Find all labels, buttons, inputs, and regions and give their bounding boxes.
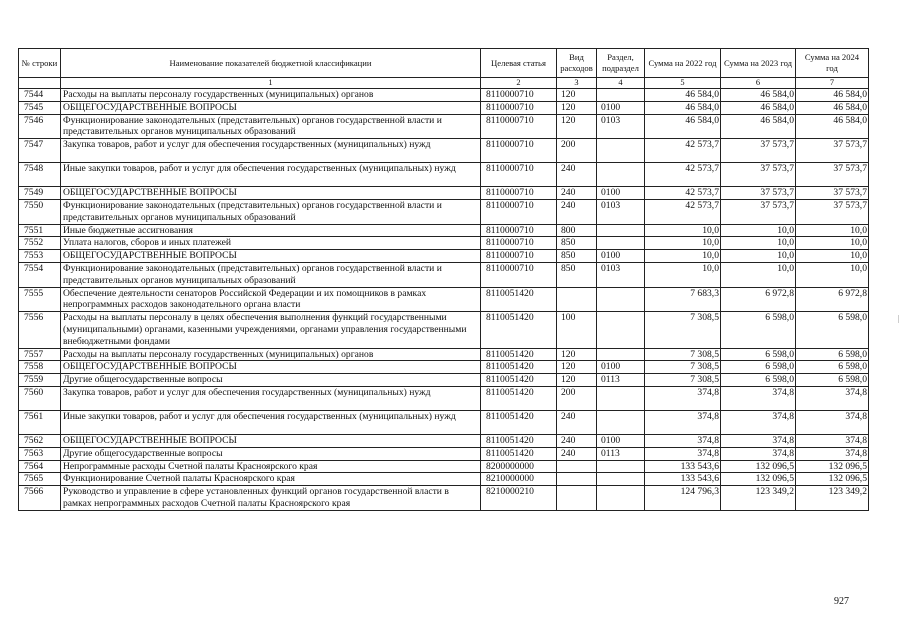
row-sum-2024: 10,0 — [796, 224, 869, 237]
row-sum-2022: 7 308,5 — [645, 374, 721, 387]
row-sum-2022: 10,0 — [645, 237, 721, 250]
table-header — [19, 49, 869, 89]
row-target-article: 8110051420 — [481, 374, 557, 387]
row-sum-2024: 37 573,7 — [796, 187, 869, 200]
row-sum-2024: 123 349,2 — [796, 486, 869, 511]
row-sum-2024: 37 573,7 — [796, 163, 869, 187]
row-sum-2023: 374,8 — [721, 447, 796, 460]
row-sum-2024: 46 584,0 — [796, 114, 869, 139]
row-sum-2023: 123 349,2 — [721, 486, 796, 511]
row-sum-2023: 132 096,5 — [721, 460, 796, 473]
header-expense-type: Вид расходов — [557, 49, 597, 78]
row-sum-2022: 46 584,0 — [645, 114, 721, 139]
table-row — [19, 287, 869, 312]
row-sum-2023: 132 096,5 — [721, 473, 796, 486]
row-sum-2022: 374,8 — [645, 386, 721, 410]
column-number: 3 — [557, 78, 597, 89]
row-number: 7551 — [19, 224, 61, 237]
table-row — [19, 250, 869, 263]
row-section: 0113 — [597, 374, 645, 387]
row-name: Уплата налогов, сборов и иных платежей — [61, 237, 481, 250]
row-expense-type: 200 — [557, 386, 597, 410]
row-section — [597, 473, 645, 486]
row-sum-2023: 6 972,8 — [721, 287, 796, 312]
column-number: 4 — [597, 78, 645, 89]
table-row — [19, 114, 869, 139]
table-row — [19, 224, 869, 237]
row-section — [597, 237, 645, 250]
row-target-article: 8110000710 — [481, 163, 557, 187]
row-name: Расходы на выплаты персоналу в целях обеспечения выполнения функций государственными (муниципальными) органами, казенными учреждениями, органами управления государственными внебюджетными фондами — [61, 312, 481, 348]
table-row — [19, 410, 869, 434]
table-row — [19, 434, 869, 447]
row-target-article: 8110051420 — [481, 410, 557, 434]
table-row — [19, 262, 869, 287]
table-row — [19, 187, 869, 200]
table-row — [19, 473, 869, 486]
row-target-article: 8110051420 — [481, 361, 557, 374]
row-section: 0103 — [597, 114, 645, 139]
row-section: 0100 — [597, 101, 645, 114]
row-sum-2024: 374,8 — [796, 434, 869, 447]
column-number: 6 — [721, 78, 796, 89]
row-sum-2022: 133 543,6 — [645, 460, 721, 473]
row-target-article: 8110051420 — [481, 287, 557, 312]
row-sum-2022: 42 573,7 — [645, 199, 721, 224]
header-sum-2022: Сумма на 2022 год — [645, 49, 721, 78]
table-row — [19, 486, 869, 511]
row-name: Иные бюджетные ассигнования — [61, 224, 481, 237]
row-sum-2023: 10,0 — [721, 237, 796, 250]
row-expense-type: 240 — [557, 163, 597, 187]
row-sum-2023: 37 573,7 — [721, 163, 796, 187]
row-section: 0100 — [597, 250, 645, 263]
row-number: 7555 — [19, 287, 61, 312]
row-sum-2023: 37 573,7 — [721, 187, 796, 200]
header-target-article: Целевая статья — [481, 49, 557, 78]
row-sum-2024: 374,8 — [796, 386, 869, 410]
row-name: Другие общегосударственные вопросы — [61, 374, 481, 387]
row-number: 7558 — [19, 361, 61, 374]
row-sum-2024: 374,8 — [796, 447, 869, 460]
row-sum-2024: 46 584,0 — [796, 89, 869, 102]
table-row — [19, 199, 869, 224]
row-sum-2022: 374,8 — [645, 447, 721, 460]
row-number: 7548 — [19, 163, 61, 187]
row-sum-2022: 46 584,0 — [645, 101, 721, 114]
row-number: 7556 — [19, 312, 61, 348]
row-sum-2024: 46 584,0 — [796, 101, 869, 114]
header-section: Раздел, подраздел — [597, 49, 645, 78]
row-sum-2023: 6 598,0 — [721, 312, 796, 348]
row-sum-2023: 374,8 — [721, 410, 796, 434]
row-sum-2023: 46 584,0 — [721, 89, 796, 102]
row-number: 7553 — [19, 250, 61, 263]
row-section — [597, 89, 645, 102]
row-sum-2023: 10,0 — [721, 250, 796, 263]
row-name: Функционирование Счетной палаты Красноярского края — [61, 473, 481, 486]
row-name: ОБЩЕГОСУДАРСТВЕННЫЕ ВОПРОСЫ — [61, 187, 481, 200]
row-sum-2024: 10,0 — [796, 250, 869, 263]
row-name: Функционирование законодательных (представительных) органов государственной власти и представительных органов муниципальных образований — [61, 199, 481, 224]
row-sum-2024: 6 598,0 — [796, 312, 869, 348]
table-row — [19, 447, 869, 460]
row-name: Другие общегосударственные вопросы — [61, 447, 481, 460]
row-sum-2022: 10,0 — [645, 224, 721, 237]
row-sum-2022: 7 683,3 — [645, 287, 721, 312]
row-section: 0100 — [597, 434, 645, 447]
row-expense-type: 240 — [557, 187, 597, 200]
row-sum-2024: 37 573,7 — [796, 199, 869, 224]
row-target-article: 8110000710 — [481, 187, 557, 200]
row-sum-2022: 374,8 — [645, 434, 721, 447]
table-row — [19, 312, 869, 348]
row-section — [597, 287, 645, 312]
row-sum-2023: 10,0 — [721, 262, 796, 287]
row-target-article: 8110000710 — [481, 224, 557, 237]
row-sum-2024: 10,0 — [796, 262, 869, 287]
row-name: Обеспечение деятельности сенаторов Российской Федерации и их помощников в рамках непрограммных расходов законодательного органа власти — [61, 287, 481, 312]
row-target-article: 8110000710 — [481, 89, 557, 102]
row-section — [597, 312, 645, 348]
header-sum-2023: Сумма на 2023 год — [721, 49, 796, 78]
row-section — [597, 386, 645, 410]
row-section — [597, 163, 645, 187]
row-name: Руководство и управление в сфере установленных функций органов государственной власти в рамках непрограммных расходов Счетной палаты Красноярского края — [61, 486, 481, 511]
row-name: ОБЩЕГОСУДАРСТВЕННЫЕ ВОПРОСЫ — [61, 361, 481, 374]
row-section — [597, 139, 645, 163]
row-expense-type — [557, 473, 597, 486]
row-expense-type: 120 — [557, 89, 597, 102]
row-target-article: 8110000710 — [481, 199, 557, 224]
row-expense-type: 240 — [557, 199, 597, 224]
table-row — [19, 163, 869, 187]
row-number: 7561 — [19, 410, 61, 434]
row-expense-type: 240 — [557, 447, 597, 460]
table-row — [19, 460, 869, 473]
column-number-row — [19, 78, 869, 89]
row-sum-2023: 6 598,0 — [721, 361, 796, 374]
row-sum-2022: 7 308,5 — [645, 348, 721, 361]
row-sum-2023: 46 584,0 — [721, 114, 796, 139]
row-number: 7566 — [19, 486, 61, 511]
row-name: ОБЩЕГОСУДАРСТВЕННЫЕ ВОПРОСЫ — [61, 101, 481, 114]
row-number: 7563 — [19, 447, 61, 460]
row-expense-type — [557, 486, 597, 511]
row-section — [597, 460, 645, 473]
row-sum-2022: 7 308,5 — [645, 312, 721, 348]
row-sum-2024: 10,0 — [796, 237, 869, 250]
table-row — [19, 89, 869, 102]
table-row — [19, 237, 869, 250]
row-number: 7560 — [19, 386, 61, 410]
row-sum-2023: 374,8 — [721, 386, 796, 410]
row-expense-type: 240 — [557, 410, 597, 434]
page-number: 927 — [834, 596, 849, 607]
row-sum-2022: 42 573,7 — [645, 163, 721, 187]
table-row — [19, 139, 869, 163]
margin-mark: | — [898, 314, 900, 323]
row-section: 0100 — [597, 361, 645, 374]
row-target-article: 8110051420 — [481, 386, 557, 410]
row-expense-type: 120 — [557, 114, 597, 139]
row-name: ОБЩЕГОСУДАРСТВЕННЫЕ ВОПРОСЫ — [61, 434, 481, 447]
row-expense-type: 120 — [557, 361, 597, 374]
row-number: 7549 — [19, 187, 61, 200]
row-sum-2023: 374,8 — [721, 434, 796, 447]
row-target-article: 8110000710 — [481, 114, 557, 139]
row-sum-2024: 6 972,8 — [796, 287, 869, 312]
row-sum-2024: 6 598,0 — [796, 348, 869, 361]
table-row — [19, 374, 869, 387]
row-expense-type: 240 — [557, 434, 597, 447]
row-sum-2023: 46 584,0 — [721, 101, 796, 114]
row-target-article: 8110051420 — [481, 447, 557, 460]
row-section: 0100 — [597, 187, 645, 200]
row-section: 0103 — [597, 199, 645, 224]
row-expense-type: 850 — [557, 250, 597, 263]
row-sum-2023: 10,0 — [721, 224, 796, 237]
row-expense-type — [557, 460, 597, 473]
column-number: 1 — [61, 78, 481, 89]
row-sum-2023: 6 598,0 — [721, 348, 796, 361]
row-name: Иные закупки товаров, работ и услуг для обеспечения государственных (муниципальных) нужд — [61, 163, 481, 187]
row-name: Закупка товаров, работ и услуг для обеспечения государственных (муниципальных) нужд — [61, 386, 481, 410]
row-expense-type: 200 — [557, 139, 597, 163]
row-section: 0113 — [597, 447, 645, 460]
row-expense-type: 120 — [557, 374, 597, 387]
column-number: 7 — [796, 78, 869, 89]
row-number: 7559 — [19, 374, 61, 387]
row-sum-2022: 46 584,0 — [645, 89, 721, 102]
table-row — [19, 101, 869, 114]
row-sum-2022: 7 308,5 — [645, 361, 721, 374]
row-target-article: 8110051420 — [481, 312, 557, 348]
row-target-article: 8110051420 — [481, 348, 557, 361]
row-name: Функционирование законодательных (представительных) органов государственной власти и представительных органов муниципальных образований — [61, 114, 481, 139]
row-name: Закупка товаров, работ и услуг для обеспечения государственных (муниципальных) нужд — [61, 139, 481, 163]
row-sum-2024: 374,8 — [796, 410, 869, 434]
row-target-article: 8110000710 — [481, 250, 557, 263]
header-row-number: № строки — [19, 49, 61, 78]
row-name: ОБЩЕГОСУДАРСТВЕННЫЕ ВОПРОСЫ — [61, 250, 481, 263]
row-sum-2022: 10,0 — [645, 262, 721, 287]
row-sum-2022: 10,0 — [645, 250, 721, 263]
row-name: Расходы на выплаты персоналу государственных (муниципальных) органов — [61, 348, 481, 361]
row-sum-2024: 37 573,7 — [796, 139, 869, 163]
row-number: 7552 — [19, 237, 61, 250]
row-number: 7547 — [19, 139, 61, 163]
row-expense-type: 120 — [557, 101, 597, 114]
row-sum-2022: 374,8 — [645, 410, 721, 434]
table-row — [19, 348, 869, 361]
row-sum-2022: 42 573,7 — [645, 139, 721, 163]
row-sum-2022: 124 796,3 — [645, 486, 721, 511]
row-target-article: 8210000000 — [481, 473, 557, 486]
row-sum-2022: 133 543,6 — [645, 473, 721, 486]
row-expense-type: 800 — [557, 224, 597, 237]
column-number: 5 — [645, 78, 721, 89]
row-expense-type: 850 — [557, 262, 597, 287]
row-section — [597, 224, 645, 237]
row-name: Функционирование законодательных (представительных) органов государственной власти и представительных органов муниципальных образований — [61, 262, 481, 287]
row-target-article: 8110000710 — [481, 101, 557, 114]
row-number: 7544 — [19, 89, 61, 102]
table-row — [19, 361, 869, 374]
row-expense-type: 120 — [557, 348, 597, 361]
table-body — [19, 89, 869, 511]
row-number: 7554 — [19, 262, 61, 287]
row-number: 7564 — [19, 460, 61, 473]
row-name: Непрограммные расходы Счетной палаты Красноярского края — [61, 460, 481, 473]
row-section: 0103 — [597, 262, 645, 287]
row-number: 7550 — [19, 199, 61, 224]
row-number: 7546 — [19, 114, 61, 139]
row-sum-2023: 37 573,7 — [721, 139, 796, 163]
row-section — [597, 348, 645, 361]
row-name: Иные закупки товаров, работ и услуг для обеспечения государственных (муниципальных) нужд — [61, 410, 481, 434]
table-row — [19, 386, 869, 410]
row-sum-2024: 6 598,0 — [796, 374, 869, 387]
header-name: Наименование показателей бюджетной классификации — [61, 49, 481, 78]
row-sum-2024: 132 096,5 — [796, 473, 869, 486]
row-sum-2022: 42 573,7 — [645, 187, 721, 200]
budget-document-page — [18, 48, 868, 511]
row-sum-2023: 6 598,0 — [721, 374, 796, 387]
row-target-article: 8110000710 — [481, 262, 557, 287]
row-expense-type: 100 — [557, 312, 597, 348]
column-number — [19, 78, 61, 89]
row-number: 7545 — [19, 101, 61, 114]
row-section — [597, 410, 645, 434]
budget-table — [18, 48, 869, 511]
row-sum-2024: 6 598,0 — [796, 361, 869, 374]
column-number: 2 — [481, 78, 557, 89]
row-target-article: 8110051420 — [481, 434, 557, 447]
row-target-article: 8210000210 — [481, 486, 557, 511]
row-section — [597, 486, 645, 511]
row-target-article: 8200000000 — [481, 460, 557, 473]
row-number: 7565 — [19, 473, 61, 486]
row-expense-type: 850 — [557, 237, 597, 250]
row-sum-2024: 132 096,5 — [796, 460, 869, 473]
row-number: 7557 — [19, 348, 61, 361]
row-target-article: 8110000710 — [481, 139, 557, 163]
row-target-article: 8110000710 — [481, 237, 557, 250]
row-number: 7562 — [19, 434, 61, 447]
row-sum-2023: 37 573,7 — [721, 199, 796, 224]
header-sum-2024: Сумма на 2024 год — [796, 49, 869, 78]
row-name: Расходы на выплаты персоналу государственных (муниципальных) органов — [61, 89, 481, 102]
row-expense-type — [557, 287, 597, 312]
